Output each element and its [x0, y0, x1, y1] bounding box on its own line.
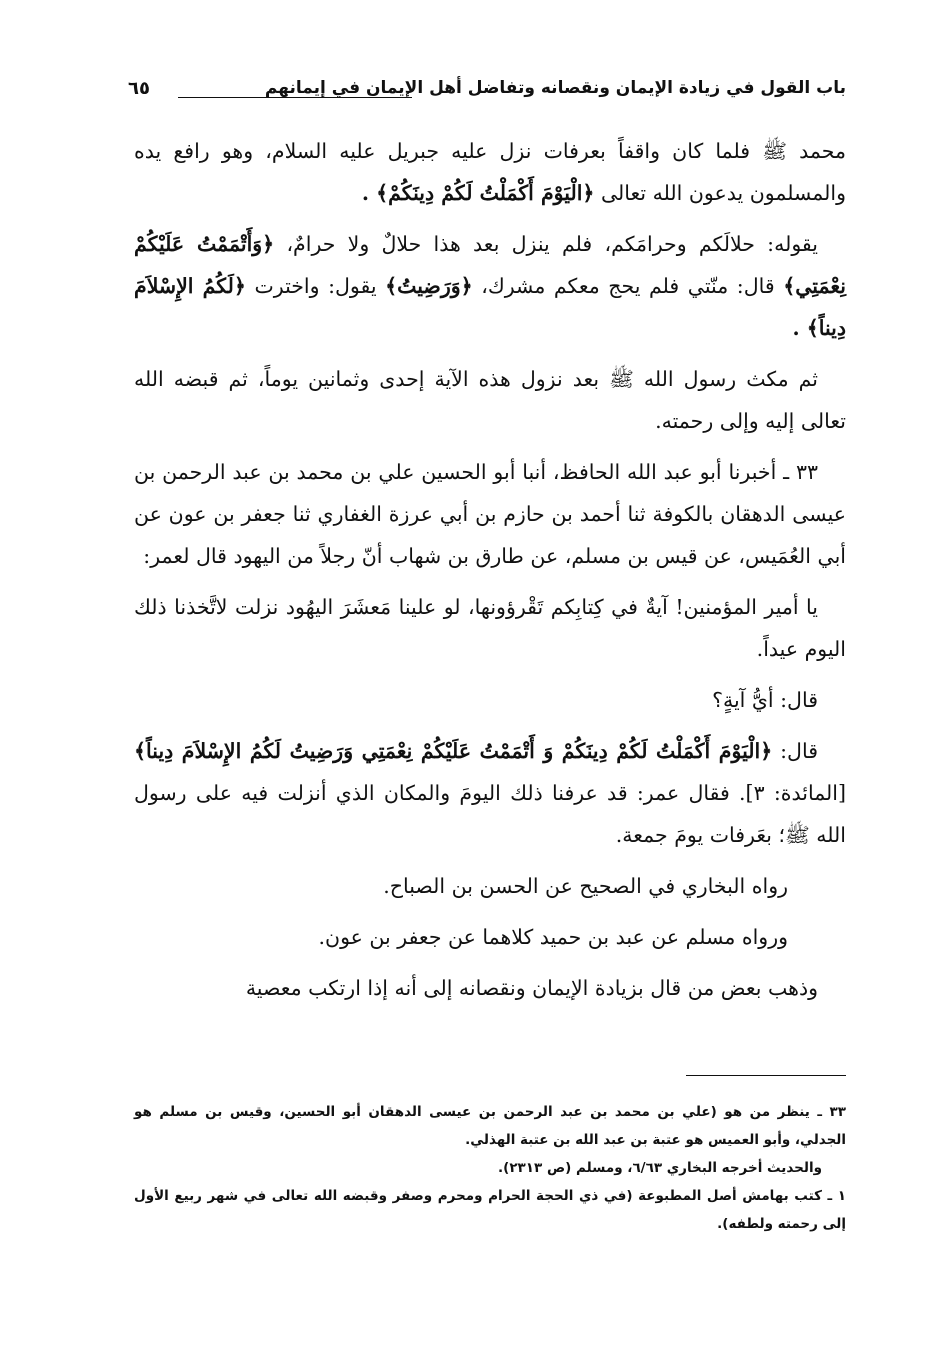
paragraph — [134, 130, 846, 214]
paragraph: ثم مكث رسول الله ﷺ بعد نزول هذه الآية إحدى وثمانين يوماً، ثم قبضه الله تعالى إليه وإلى رحمته. — [134, 367, 846, 433]
footnotes — [134, 1098, 846, 1238]
text-run: قال: — [780, 739, 818, 763]
quran-verse: ﴿الْيَوْمَ أَكْمَلْتُ لَكُمْ دِينَكُمْ وَ أَتْمَمْتُ عَلَيْكُمْ نِعْمَتِي وَرَضِيتُ لَكُمُ الإِسْلاَمَ دِيناً﴾ — [134, 739, 773, 763]
text-run: [المائدة: ٣]. فقال عمر: قد عرفنا ذلك اليومَ والمكان الذي أنزلت فيه على رسول الله ﷺ؛ بعَرفات يومَ جمعة. — [134, 781, 846, 847]
paragraph — [134, 223, 846, 349]
text-run: محمد ﷺ فلما كان واقفاً بعرفات نزل عليه جبريل عليه السلام، وهو رافع يده والمسلمون يدعون الله تعالى — [134, 139, 846, 205]
paragraph: قال: أيُّ آيةٍ؟ — [712, 688, 818, 712]
footnote: ١ ـ كتب بهامش أصل المطبوعة (في ذي الحجة الحرام ومحرم وصفر وقبضه الله تعالى في شهر ربيع الأول إلى رحمته ولطفه). — [134, 1188, 846, 1232]
page-header — [128, 78, 846, 112]
text-run: يقول: واخترت — [254, 274, 377, 298]
quran-verse: ﴿وَرَضِيتُ﴾ — [385, 274, 473, 298]
text-run: قال: منّتي فلم يحج معكم مشرك، — [481, 274, 775, 298]
footnote-rule — [686, 1075, 846, 1076]
text-run: يقوله: حلالَكم وحرامَكم، فلم ينزل بعد هذا حلالٌ ولا حرامٌ، — [286, 232, 818, 256]
paragraph: رواه البخاري في الصحيح عن الحسن بن الصباح. — [383, 874, 788, 898]
hadith-paragraph: ٣٣ ـ أخبرنا أبو عبد الله الحافظ، أنبا أبو الحسين علي بن محمد بن عبد الرحمن بن عيسى الدهقان بالكوفة ثنا أحمد بن حازم بن أبي عرزة الغفاري ثنا جعفر بن عون عن أبي العُمَيس، عن قيس بن مسلم، عن طارق بن شهاب أنّ رجلاً من اليهود قال لعمر: — [134, 460, 846, 568]
running-title: باب القول في زيادة الإيمان ونقصانه وتفاضل أهل الإيمان في إيمانهم — [264, 78, 846, 98]
footnote: ٣٣ ـ ينظر من هو (علي بن محمد بن عبد الرحمن بن عيسى الدهقان أبو الحسين، وقيس بن مسلم هو الجدلي، وأبو العميس هو عتبة بن عبد الله بن عتبة الهذلي. — [134, 1104, 846, 1148]
paragraph: ورواه مسلم عن عبد بن حميد كلاهما عن جعفر بن عون. — [318, 925, 788, 949]
quran-verse: ﴿الْيَوْمَ أَكْمَلْتُ لَكُمْ دِينَكُمْ﴾ . — [361, 181, 595, 205]
paragraph: يا أمير المؤمنين! آيةٌ في كِتابِكم تَقْرؤونها، لو علينا مَعشَرَ اليهُود نزلت لاتَّخذنا ذلك اليوم عيداً. — [134, 595, 846, 661]
paragraph: وذهب بعض من قال بزيادة الإيمان ونقصانه إلى أنه إذا ارتكب معصية — [245, 976, 818, 1000]
main-text — [134, 130, 846, 1018]
paragraph — [134, 730, 846, 856]
page-number: ٦٥ — [128, 78, 150, 99]
header-rule — [178, 97, 412, 98]
quran-verse: ﴿وَأَتْمَمْتُ عَلَيْكُمْ نِعْمَتِي﴾ — [134, 232, 846, 298]
quran-verse: ﴿لَكُمُ الإِسْلاَمَ دِيناً﴾ . — [134, 274, 846, 340]
footnote: والحديث أخرجه البخاري ٦/٦٣، ومسلم (ص ٢٣١٣). — [498, 1160, 822, 1176]
